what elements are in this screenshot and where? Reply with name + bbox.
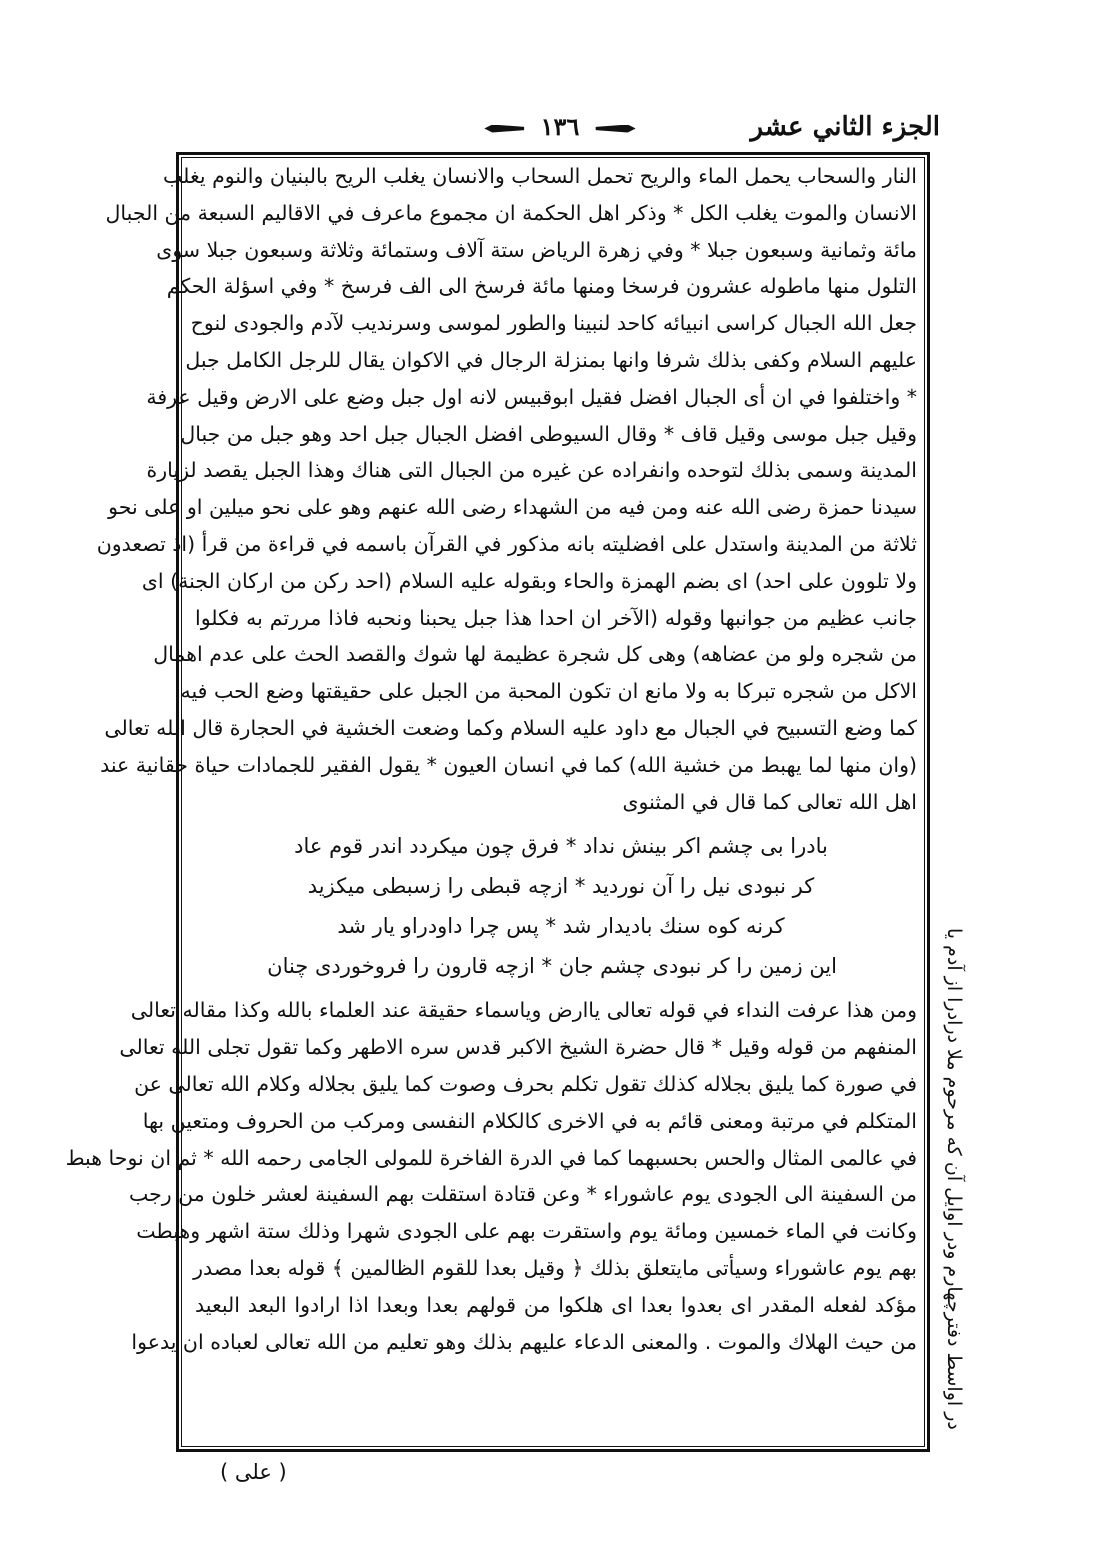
text-line: مؤكد لفعله المقدر اى بعدوا بعدا اى هلكوا من قولهم بعدا وبعدا اذا ارادوا البعد البعيد: [195, 1292, 917, 1317]
verse: كر نبودى نيل را آن نورديد * ازچه قبطى را زسبطى ميكزيد: [307, 874, 815, 899]
text-line: سيدنا حمزة رضى الله عنه ومن فيه من الشهداء رضى الله عنهم وهو على نحو ميلين او على نحو: [108, 495, 917, 520]
page-number: ١٣٦: [540, 112, 580, 141]
ornament-right-icon: [596, 125, 636, 133]
text-line: جانب عظيم من جوانبها وقوله (الآخر ان احدا هذا جبل يحبنا ونحبه فاذا مررتم به فكلوا: [195, 605, 917, 630]
text-line: الانسان والموت يغلب الكل * وذكر اهل الحكمة ان مجموع ماعرف في الاقاليم السبعة من الجبال: [105, 200, 917, 225]
text-line: ولا تلوون على احد) اى بضم الهمزة والحاء وبقوله عليه السلام (احد ركن من اركان الجنة) اى: [141, 568, 917, 593]
text-line: وكانت في الماء خمسين ومائة يوم واستقرت بهم على الجودى شهرا وذلك ستة اشهر وهبطت: [136, 1219, 917, 1244]
margin-note: در اواسط دفترچهارم ودر اوايل آن كه مرحوم ملا درادرا از آدم يا: [943, 928, 965, 1430]
text-line: التلول منها ماطوله عشرون فرسخا ومنها مائة فرسخ الى الف فرسخ * وفي اسؤلة الحكم: [166, 274, 917, 299]
text-line: كما وضع التسبيح في الجبال مع داود عليه السلام وكما وضعت الخشية في الحجارة قال الله تعالى: [104, 715, 917, 740]
verse: كرنه كوه سنك باديدار شد * پس چرا داودراو يار شد: [337, 914, 785, 939]
text-line: جعل الله الجبال كراسى انبيائه كاحد لنبينا والطور لموسى وسرنديب لآدم والجودى لنوح: [190, 311, 917, 336]
page-header: [180, 110, 940, 150]
text-line: في صورة كما يليق بجلاله كذلك تقول تكلم بحرف وصوت كما يليق بجلاله وكلام الله تعالى عن: [134, 1071, 917, 1096]
text-line: المنفهم من قوله وقيل * قال حضرة الشيخ الاكبر قدس سره الاطهر وكما تقول تجلى الله تعالى: [119, 1035, 917, 1060]
text-line: * واختلفوا في ان أى الجبال افضل فقيل ابوقبيس لانه اول جبل وضع على الارض وقيل عرفة: [146, 384, 917, 409]
text-line: المتكلم في مرتبة ومعنى قائم به في الاخرى كالكلام النفسى ومركب من الحروف ومتعين بها: [142, 1108, 917, 1133]
text-line: (وان منها لما يهبط من خشية الله) كما في انسان العيون * يقول الفقير للجمادات حياة حقانية عند: [100, 752, 917, 777]
text-line: بهم يوم عاشوراء وسيأتى مايتعلق بذلك ﴿ وقيل بعدا للقوم الظالمين ﴾ قوله بعدا مصدر: [193, 1255, 917, 1280]
page-number-block: [476, 112, 643, 141]
text-line: ثلاثة من المدينة واستدل على افضليته بانه مذكور في القرآن باسمه في قراءة من قرأ (اذ تصعدون: [96, 531, 917, 556]
text-line: ومن هذا عرفت النداء في قوله تعالى ياارض وياسماء حقيقة عند العلماء بالله وكذا مقاله تعالى: [130, 998, 917, 1023]
text-line: النار والسحاب يحمل الماء والريح تحمل السحاب والانسان يغلب الريح بالبنيان والنوم يغلب: [163, 164, 917, 188]
text-line: من حيث الهلاك والموت . والمعنى الدعاء عليهم بذلك وهو تعليم من الله تعالى لعباده ان يدعوا: [131, 1329, 917, 1354]
text-line: المدينة وسمى بذلك لتوحده وانفراده عن غيره من الجبال التى هناك وهذا الجبل يقصد لزيارة: [146, 458, 917, 483]
text-line: من شجره ولو من عضاهه) وهى كل شجرة عظيمة لها شوك والقصد الحث على عدم اهمال: [153, 642, 917, 667]
verse: اين زمين را كر نبودى چشم جان * ازچه قارون را فروخوردى چنان: [267, 954, 837, 979]
poem-block: [195, 820, 917, 992]
text-line: الاكل من شجره تبركا به ولا مانع ان تكون المحبة من الجبل على حقيقتها وضع الحب فيه: [180, 679, 917, 704]
text-line: من السفينة الى الجودى يوم عاشوراء * وعن قتادة استقلت بهم السفينة لعشر خلون من رجب: [128, 1182, 917, 1207]
part-title: الجزء الثاني عشر: [750, 112, 940, 142]
text-line: اهل الله تعالى كما قال في المثنوى: [622, 789, 917, 814]
text-line: مائة وثمانية وسبعون جبلا * وفي زهرة الرياض ستة آلاف وستمائة وثلاثة وسبعون جبلا سوى: [156, 237, 917, 262]
text-line: وقيل جبل موسى وقيل قاف * وقال السيوطى افضل الجبال جبل احد وهو جبل من جبال: [180, 421, 917, 446]
text-line: عليهم السلام وكفى بذلك شرفا وانها بمنزلة الرجال في الاكوان يقال للرجل الكامل جبل: [185, 347, 917, 372]
ornament-left-icon: [484, 125, 524, 133]
text-line: في عالمى المثال والحس بحسبهما كما في الدرة الفاخرة للمولى الجامى رحمه الله * ثم ان نوحا هبط: [65, 1145, 917, 1170]
verse: بادرا بى چشم اكر بينش نداد * فرق چون ميكردد اندر قوم عاد: [294, 834, 828, 859]
catchword: ( على ): [220, 1460, 287, 1484]
main-text: [65, 158, 917, 1360]
